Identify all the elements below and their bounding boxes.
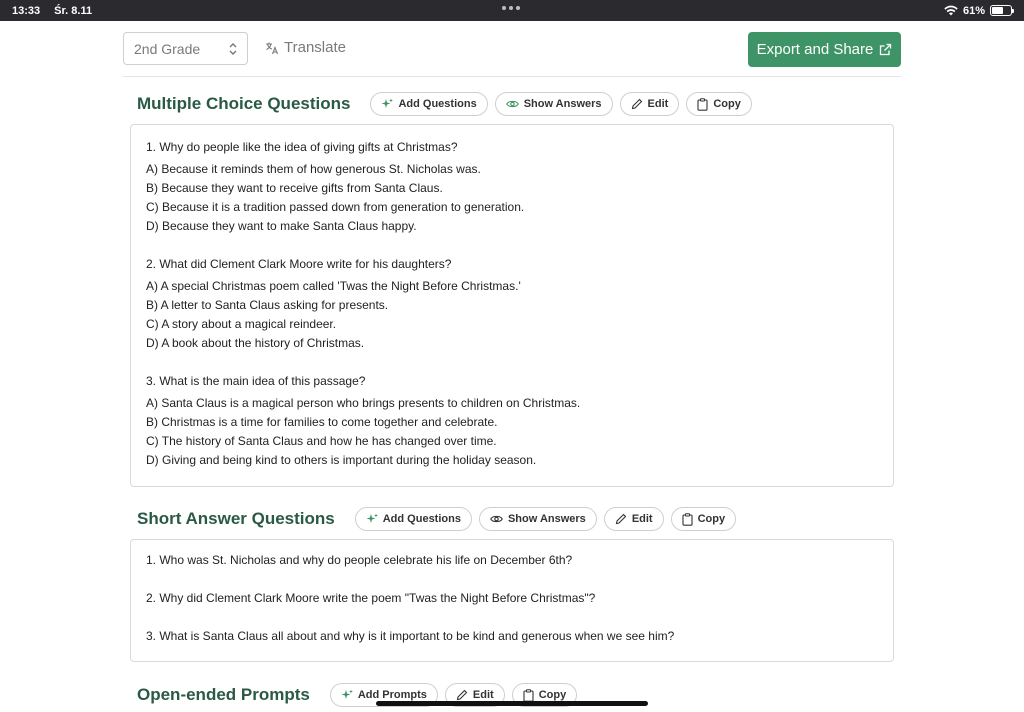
mcq-edit-button[interactable]: [620, 92, 680, 116]
mcq-option: C) A story about a magical reindeer.: [146, 317, 337, 331]
mcq-title: Multiple Choice Questions: [137, 94, 351, 113]
mcq-question: [146, 255, 878, 353]
open-ended-title: Open-ended Prompts: [137, 685, 310, 704]
saq-copy-button[interactable]: [671, 507, 737, 531]
mcq-option: D) Giving and being kind to others is important during the holiday season.: [146, 453, 537, 467]
mcq-option: B) A letter to Santa Claus asking for presents.: [146, 298, 389, 312]
export-label: Export and Share: [756, 41, 874, 58]
status-bar: [0, 0, 1024, 21]
pencil-icon: [615, 513, 627, 525]
sparkle-icon: [341, 689, 353, 701]
wifi-icon: [944, 5, 958, 16]
pencil-icon: [631, 98, 643, 110]
mcq-option: B) Christmas is a time for families to come together and celebrate.: [146, 415, 498, 429]
saq-add-label: Add Questions: [382, 513, 461, 525]
pencil-icon: [456, 689, 468, 701]
mcq-question-text: 1. Why do people like the idea of giving gifts at Christmas?: [146, 140, 458, 154]
mcq-show-answers-label: Show Answers: [523, 98, 602, 110]
saq-copy-label: Copy: [697, 513, 726, 525]
mcq-card: [130, 124, 894, 487]
battery-icon: [990, 5, 1012, 16]
saq-question: 1. Who was St. Nicholas and why do people celebrate his life on December 6th?: [146, 553, 573, 567]
mcq-option: B) Because they want to receive gifts from Santa Claus.: [146, 181, 443, 195]
mcq-option: D) A book about the history of Christmas.: [146, 336, 365, 350]
mcq-option: A) A special Christmas poem called 'Twas the Night Before Christmas.': [146, 279, 521, 293]
status-date: Śr. 8.11: [54, 4, 93, 17]
mcq-option: A) Santa Claus is a magical person who brings presents to children on Christmas.: [146, 396, 581, 410]
external-link-icon: [879, 43, 892, 56]
saq-question: 2. Why did Clement Clark Moore write the poem "Twas the Night Before Christmas"?: [146, 591, 596, 605]
eye-icon: [490, 514, 503, 524]
clipboard-icon: [697, 98, 708, 111]
saq-edit-label: Edit: [631, 513, 653, 525]
translate-label: Translate: [284, 39, 346, 56]
translate-button[interactable]: [265, 39, 346, 56]
chevron-updown-icon: [227, 40, 239, 58]
mcq-add-questions-button[interactable]: [370, 92, 487, 116]
open-ended-edit-label: Edit: [472, 689, 494, 701]
mcq-question-text: 3. What is the main idea of this passage?: [146, 374, 366, 388]
mcq-option: A) Because it reminds them of how generous St. Nicholas was.: [146, 162, 481, 176]
mcq-option: C) Because it is a tradition passed down from generation to generation.: [146, 200, 525, 214]
open-ended-copy-label: Copy: [538, 689, 567, 701]
top-toolbar: [123, 32, 901, 77]
mcq-question-text: 2. What did Clement Clark Moore write for his daughters?: [146, 257, 452, 271]
saq-title: Short Answer Questions: [137, 509, 335, 528]
mcq-option: D) Because they want to make Santa Claus happy.: [146, 219, 417, 233]
status-time: 13:33: [12, 4, 41, 17]
saq-card: [130, 539, 894, 662]
saq-question: 3. What is Santa Claus all about and why is it important to be kind and generous when we see him?: [146, 629, 675, 643]
home-indicator[interactable]: [376, 701, 648, 706]
mcq-edit-label: Edit: [647, 98, 669, 110]
open-ended-add-label: Add Prompts: [357, 689, 427, 701]
mcq-question: [146, 138, 878, 236]
mcq-header: [137, 92, 759, 116]
saq-header: [137, 507, 743, 531]
mcq-add-label: Add Questions: [398, 98, 477, 110]
multitask-dots-icon[interactable]: [502, 6, 520, 10]
mcq-question: [146, 372, 878, 470]
saq-show-answers-label: Show Answers: [507, 513, 586, 525]
translate-icon: [265, 41, 279, 55]
eye-icon: [506, 99, 519, 109]
mcq-show-answers-button[interactable]: [495, 92, 613, 116]
mcq-copy-label: Copy: [713, 98, 741, 110]
saq-add-questions-button[interactable]: [355, 507, 472, 531]
saq-edit-button[interactable]: [604, 507, 664, 531]
clipboard-icon: [523, 689, 534, 702]
mcq-copy-button[interactable]: [686, 92, 752, 116]
sparkle-icon: [366, 513, 378, 525]
export-share-button[interactable]: [748, 32, 901, 67]
grade-select[interactable]: [123, 32, 248, 65]
mcq-option: C) The history of Santa Claus and how he has changed over time.: [146, 434, 497, 448]
grade-select-value: 2nd Grade: [134, 40, 201, 57]
saq-show-answers-button[interactable]: [479, 507, 597, 531]
sparkle-icon: [381, 98, 393, 110]
battery-percent: 61%: [962, 4, 985, 17]
clipboard-icon: [682, 513, 693, 526]
